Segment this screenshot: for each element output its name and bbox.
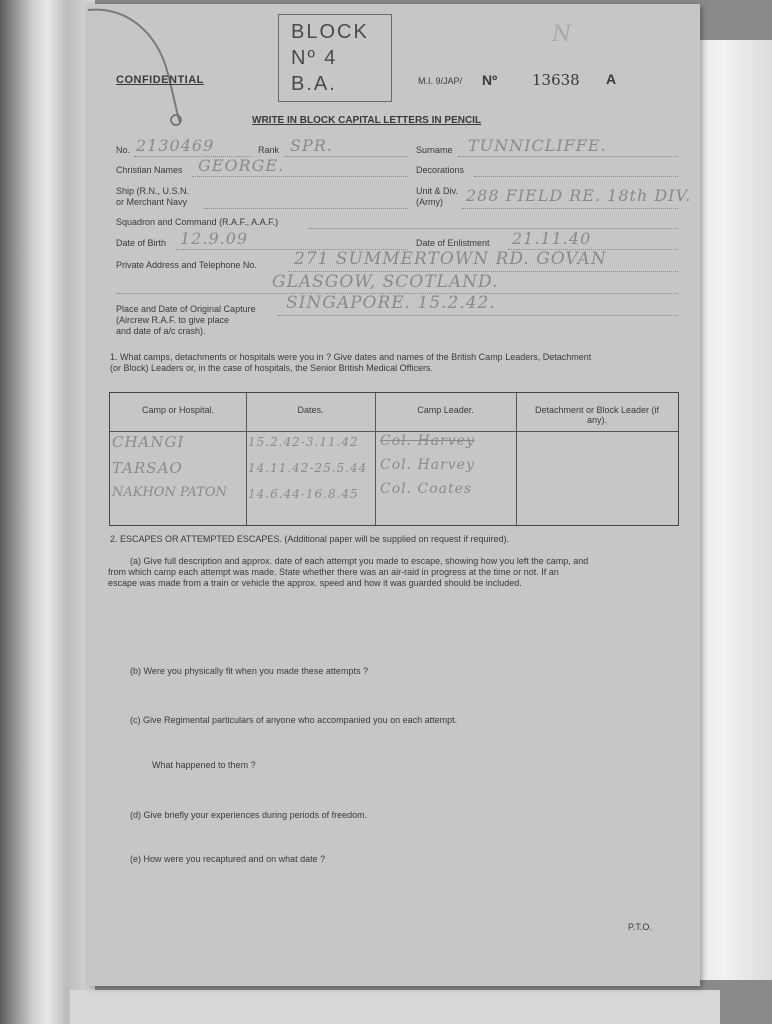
block-stamp-box xyxy=(278,14,392,102)
header-dates: Dates. xyxy=(297,405,324,415)
question2e: (e) How were you recaptured and on what date ? xyxy=(130,854,326,864)
unit-value: 288 FIELD RE. 18th DIV. xyxy=(466,186,692,205)
unit-label-line2: (Army) xyxy=(416,197,443,207)
form-reference: M.I. 9/JAP/ xyxy=(418,76,463,86)
service-number-label: No. xyxy=(116,145,131,155)
capture-label-line1: Place and Date of Original Capture xyxy=(116,304,256,314)
pto-label: P.T.O. xyxy=(628,922,652,932)
folder-edge xyxy=(692,40,772,980)
decorations-label: Decorations xyxy=(416,165,465,175)
number-label: Nº xyxy=(482,72,498,88)
block-number: Nº 4 xyxy=(291,47,338,69)
row2-leader: Col. Harvey xyxy=(380,457,475,473)
block-ba: B.A. xyxy=(291,73,337,95)
row1-leader: Col. Harvey xyxy=(380,433,475,449)
question2a-line1: (a) Give full description and approx. date of each attempt you made to escape, showing how you left the camp, and xyxy=(130,556,589,566)
row1-camp: CHANGI xyxy=(112,433,185,451)
squadron-label: Squadron and Command (R.A.F., A.A.F.) xyxy=(116,217,279,227)
capture-label-line3: and date of a/c crash). xyxy=(116,326,206,336)
ship-label-line1: Ship (R.N., U.S.N. xyxy=(116,186,190,196)
header-camp-leader: Camp Leader. xyxy=(417,405,474,415)
row1-dates: 15.2.42-3.11.42 xyxy=(248,435,359,449)
address-label: Private Address and Telephone No. xyxy=(116,260,257,270)
enlistment-value: 21.11.40 xyxy=(512,229,592,248)
unit-label-line1: Unit & Div. xyxy=(416,186,458,196)
ship-label-line2: or Merchant Navy xyxy=(116,197,188,207)
question2b: (b) Were you physically fit when you made these attempts ? xyxy=(130,666,368,676)
christian-names-value: GEORGE. xyxy=(198,156,285,175)
header-camp: Camp or Hospital. xyxy=(141,405,215,415)
header-detachment-leader: Detachment or Block Leader (if any). xyxy=(534,405,660,425)
question2c: (c) Give Regimental particulars of anyone who accompanied you on each attempt. xyxy=(130,715,458,725)
serial-suffix: A xyxy=(606,71,617,87)
date-of-birth-label: Date of Birth xyxy=(116,238,167,248)
pencil-instruction: WRITE IN BLOCK CAPITAL LETTERS IN PENCIL xyxy=(252,115,482,126)
corner-mark: N xyxy=(552,22,573,47)
question2d: (d) Give briefly your experiences during periods of freedom. xyxy=(130,810,368,820)
underlying-sheet xyxy=(70,990,720,1024)
surname-label: Surname xyxy=(416,145,453,155)
capture-label-line2: (Aircrew R.A.F. to give place xyxy=(116,315,230,325)
row2-camp: TARSAO xyxy=(112,459,183,477)
question1-line1: 1. What camps, detachments or hospitals were you in ? Give dates and names of the British Camp Leaders, Detachment xyxy=(110,352,592,362)
question2a-line2: from which camp each attempt was made. State whether there was an air-raid in progress at the time or not. If an xyxy=(108,567,559,577)
rank-value: SPR. xyxy=(290,136,333,155)
block-label: BLOCK xyxy=(291,21,369,43)
address-value-line2: GLASGOW, SCOTLAND. xyxy=(272,272,499,292)
enlistment-label: Date of Enlistment xyxy=(416,238,490,248)
folder-binding xyxy=(0,0,95,1024)
camps-table xyxy=(109,392,679,526)
serial-number: 13638 xyxy=(532,71,580,89)
question2c-followup: What happened to them ? xyxy=(152,760,256,770)
date-of-birth-value: 12.9.09 xyxy=(180,229,249,248)
question1-line2: (or Block) Leaders or, in the case of hospitals, the Senior British Medical Officers. xyxy=(110,363,433,373)
address-value-line1: 271 SUMMERTOWN RD. GOVAN xyxy=(294,249,607,269)
capture-value: SINGAPORE. 15.2.42. xyxy=(286,293,496,313)
pow-questionnaire-page xyxy=(88,4,700,986)
christian-names-label: Christian Names xyxy=(116,165,183,175)
question2a-line3: escape was made from a train or vehicle the approx. speed and how it was guarded should be included. xyxy=(108,578,522,588)
row3-dates: 14.6.44-16.8.45 xyxy=(248,487,359,501)
surname-value: TUNNICLIFFE. xyxy=(468,136,607,155)
confidential-label: CONFIDENTIAL xyxy=(116,74,204,86)
row3-camp: NAKHON PATON xyxy=(112,485,227,500)
row2-dates: 14.11.42-25.5.44 xyxy=(248,461,368,475)
question2-title: 2. ESCAPES OR ATTEMPTED ESCAPES. (Additional paper will be supplied on request if required). xyxy=(110,534,510,544)
row3-leader: Col. Coates xyxy=(380,481,473,497)
rank-label: Rank xyxy=(258,145,280,155)
service-number-value: 2130469 xyxy=(136,136,215,155)
